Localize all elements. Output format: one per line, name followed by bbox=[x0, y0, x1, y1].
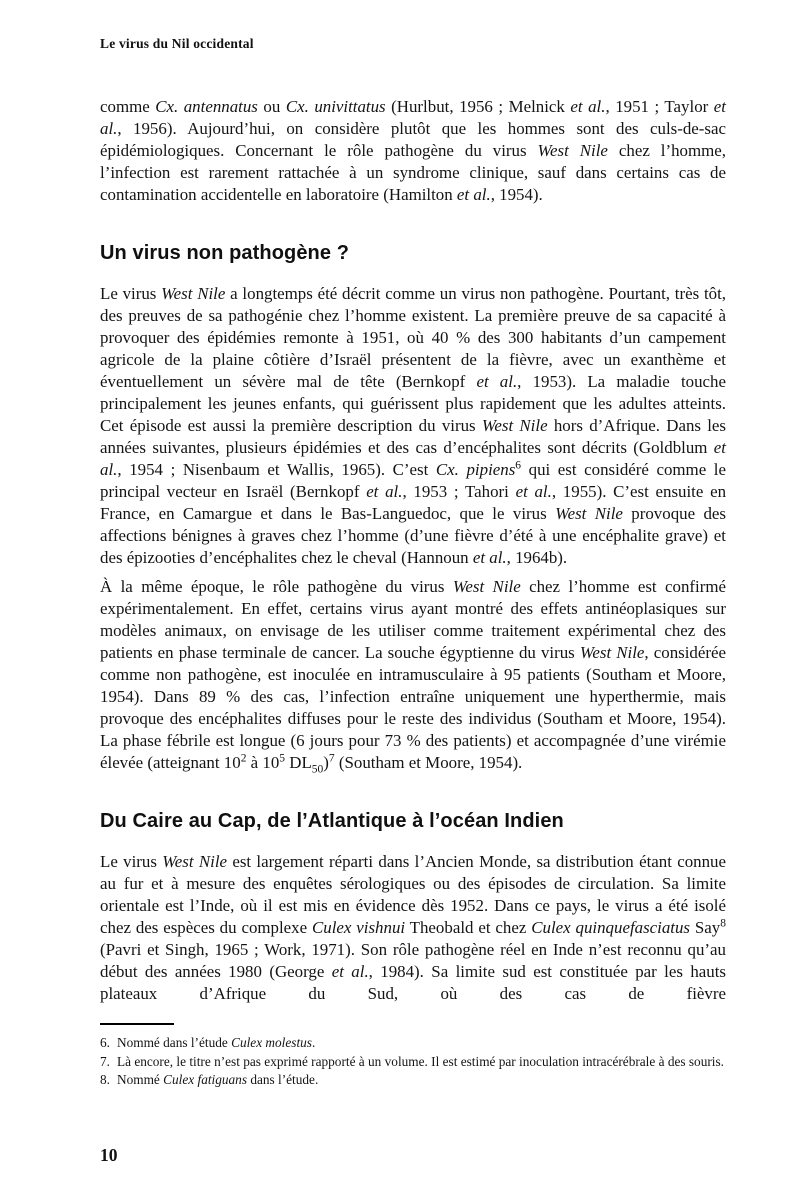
page-content bbox=[100, 96, 726, 1005]
footnote: 8. Nommé Culex fatiguans dans l’étude. bbox=[100, 1072, 319, 1087]
footnotes-list bbox=[100, 1034, 726, 1090]
paragraph: Le virus West Nile a longtemps été décrit comme un virus non pathogène. Pourtant, très tôt, des preuves de sa pathogénie chez l’homme existent. La première preuve de sa capacité à provoquer des épidémies remonte à 1951, où 40 % des 300 habitants d’un campement agricole de la plaine côtière d’Israël présentent de la fièvre, avec un exanthème et éventuellement un sévère mal de tête (Bernkopf et al., 1953). La maladie touche principalement les jeunes enfants, qui guérissent plus rapidement que les adultes atteints. Cet épisode est aussi la première description du virus West Nile hors d’Afrique. Dans les années suivantes, plusieurs épidémies et des cas d’encéphalites sont décrits (Goldblum et al., 1954 ; Nisenbaum et Wallis, 1965). C’est Cx. pipiens$^6$ qui est considéré comme le principal vecteur en Israël (Bernkopf et al., 1953 ; Tahori et al., 1955). C’est ensuite en France, en Camargue et dans le Bas-Languedoc, que le virus West Nile provoque des affections bénignes à graves chez l’homme (d’une fièvre d’été à une encéphalite grave) et des épizooties d’encéphalites chez le cheval (Hannoun et al., 1964b). bbox=[100, 284, 727, 567]
footnote-marker: 8. bbox=[100, 1072, 110, 1087]
section-heading: Du Caire au Cap, de l’Atlantique à l’océan Indien bbox=[100, 810, 564, 832]
footnote-block bbox=[100, 1023, 726, 1090]
footnote: 6. Nommé dans l’étude Culex molestus. bbox=[100, 1035, 316, 1050]
paragraph: À la même époque, le rôle pathogène du virus West Nile chez l’homme est confirmé expérimentalement. En effet, certains virus ayant montré des effets antinéoplasiques sur modèles animaux, on envisage de les utiliser comme traitement expérimental chez des patients en phase terminale de cancer. La souche égyptienne du virus West Nile, considérée comme non pathogène, est inoculée en intramusculaire à 95 patients (Southam et Moore, 1954). Dans 89 % des cas, l’infection entraîne uniquement une hyperthermie, mais provoque des encéphalites diffuses pour le reste des individus (Southam et Moore, 1954). La phase fébrile est longue (6 jours pour 73 % des patients) et accompagnée d’une virémie élevée (atteignant $10^2$ à $10^5$ $DL_{50})^7$ (Southam et Moore, 1954). bbox=[100, 577, 726, 776]
footnote-marker: 6. bbox=[100, 1035, 110, 1050]
paragraph: Le virus West Nile est largement réparti dans l’Ancien Monde, sa distribution étant connue au fur et à mesure des enquêtes sérologiques ou des épisodes de circulation. Sa limite orientale est l’Inde, où il est mis en évidence dès 1952. Dans ce pays, le virus a été isolé chez des espèces du complexe Culex vishnui Theobald et chez Culex quinquefasciatus Say$^8$ (Pavri et Singh, 1965 ; Work, 1971). Son rôle pathogène réel en Inde n’est reconnu qu’au début des années 1980 (George et al., 1984). Sa limite sud est constituée par les hauts plateaux d’Afrique du Sud, où des cas de fièvre bbox=[100, 852, 726, 1003]
footnote-marker: 7. bbox=[100, 1053, 110, 1069]
running-header: Le virus du Nil occidental bbox=[100, 36, 254, 51]
footnote-separator bbox=[100, 1023, 174, 1025]
footnote: 7. Là encore, le titre n’est pas exprimé rapporté à un volume. Il est estimé par inoculation intracérébrale à des souris. bbox=[100, 1053, 724, 1069]
section-heading: Un virus non pathogène ? bbox=[100, 242, 350, 264]
page-number: 10 bbox=[100, 1145, 118, 1165]
paragraph: comme Cx. antennatus ou Cx. univittatus (Hurlbut, 1956 ; Melnick et al., 1951 ; Taylor et al., 1956). Aujourd’hui, on considère plutôt que les hommes sont des culs-de-sac épidémiologiques. Concernant le rôle pathogène du virus West Nile chez l’homme, l’infection est rarement rattachée à un syndrome clinique, sauf dans certains cas de contamination accidentelle en laboratoire (Hamilton et al., 1954). bbox=[100, 97, 726, 204]
